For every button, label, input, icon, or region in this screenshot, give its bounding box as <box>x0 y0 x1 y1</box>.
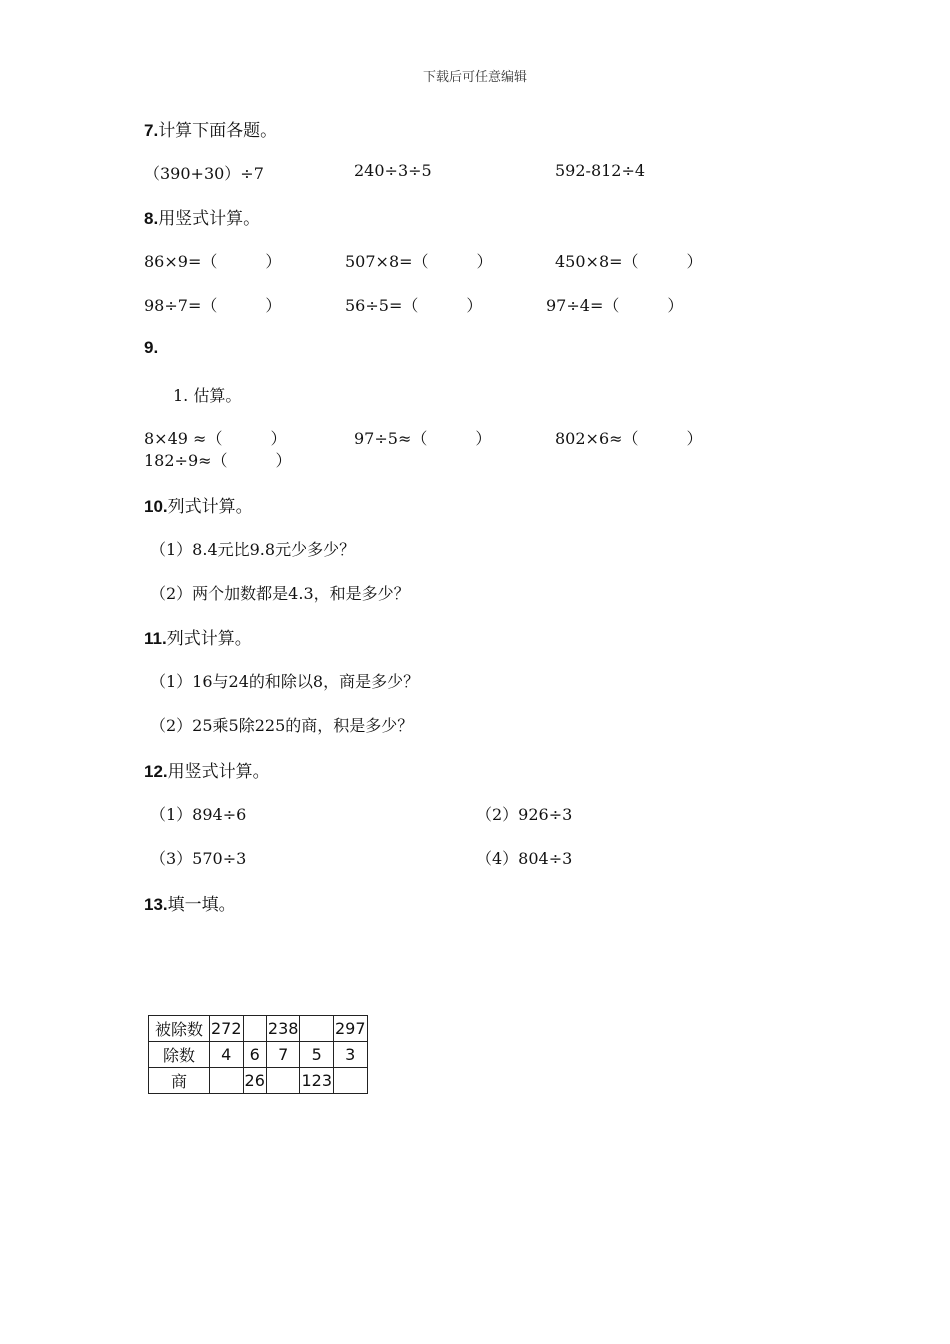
question-text: 列式计算。 <box>167 497 253 517</box>
question-11-title <box>144 624 252 649</box>
q7-item-3: 592-812÷4 <box>555 161 646 180</box>
table-cell <box>300 1016 334 1042</box>
question-number: 8. <box>144 209 159 228</box>
q8-item-1: 86×9=（ ） <box>144 252 282 271</box>
table-cell: 123 <box>300 1068 334 1094</box>
table-cell: 297 <box>334 1016 368 1042</box>
table-cell: 4 <box>210 1042 244 1068</box>
q9-subtitle: 1. 估算。 <box>173 386 242 405</box>
table-cell: 26 <box>243 1068 266 1094</box>
question-number: 13. <box>144 895 168 914</box>
table-cell: 7 <box>266 1042 300 1068</box>
question-12-title <box>144 757 270 782</box>
q8-item-2: 507×8=（ ） <box>345 252 493 271</box>
table-row <box>149 1042 368 1068</box>
table-cell <box>266 1068 300 1094</box>
question-9-title <box>144 338 158 358</box>
q7-item-2: 240÷3÷5 <box>354 161 432 180</box>
q9-item-4: 182÷9≈（ ） <box>144 451 292 470</box>
question-text: 用竖式计算。 <box>167 762 270 782</box>
page-header: 下载后可任意编辑 <box>422 70 527 85</box>
q11-item-1: （1）16与24的和除以8，商是多少？ <box>150 672 420 691</box>
q8-item-5: 56÷5=（ ） <box>345 296 483 315</box>
table-cell: 除数 <box>149 1042 210 1068</box>
question-text: 列式计算。 <box>166 629 252 649</box>
question-number: 10. <box>144 497 168 516</box>
question-10-title <box>144 492 253 517</box>
q9-item-2: 97÷5≈（ ） <box>354 429 492 448</box>
table-row <box>149 1016 368 1042</box>
question-number: 11. <box>144 629 167 648</box>
table-cell <box>243 1016 266 1042</box>
table-cell: 238 <box>266 1016 300 1042</box>
question-text: 填一填。 <box>167 895 236 915</box>
table-cell: 5 <box>300 1042 334 1068</box>
q8-item-6: 97÷4=（ ） <box>546 296 684 315</box>
table-cell: 被除数 <box>149 1016 210 1042</box>
q9-item-3: 802×6≈（ ） <box>555 429 703 448</box>
question-text: 计算下面各题。 <box>158 121 278 141</box>
q11-item-2: （2）25乘5除225的商，积是多少？ <box>150 716 414 735</box>
question-number: 9. <box>144 338 159 357</box>
table-cell: 6 <box>243 1042 266 1068</box>
q12-item-4: （4）804÷3 <box>476 849 573 868</box>
q8-item-4: 98÷7=（ ） <box>144 296 282 315</box>
question-8-title <box>144 204 260 229</box>
q12-item-3: （3）570÷3 <box>150 849 247 868</box>
table-cell <box>334 1068 368 1094</box>
table-cell: 3 <box>334 1042 368 1068</box>
table-cell <box>210 1068 244 1094</box>
question-text: 用竖式计算。 <box>158 209 261 229</box>
question-number: 12. <box>144 762 168 781</box>
q8-item-3: 450×8=（ ） <box>555 252 703 271</box>
question-7-title <box>144 116 277 141</box>
q12-item-2: （2）926÷3 <box>476 805 573 824</box>
question-13-title <box>144 890 236 915</box>
question-number: 7. <box>144 121 159 140</box>
table-cell: 商 <box>149 1068 210 1094</box>
q9-item-1: 8×49 ≈（ ） <box>144 429 287 448</box>
q7-item-1: （390+30）÷7 <box>144 164 264 183</box>
division-table <box>148 1015 368 1094</box>
q10-item-2: （2）两个加数都是4.3，和是多少？ <box>150 584 410 603</box>
q12-item-1: （1）894÷6 <box>150 805 247 824</box>
table-cell: 272 <box>210 1016 244 1042</box>
table-row <box>149 1068 368 1094</box>
q10-item-1: （1）8.4元比9.8元少多少？ <box>150 540 356 559</box>
